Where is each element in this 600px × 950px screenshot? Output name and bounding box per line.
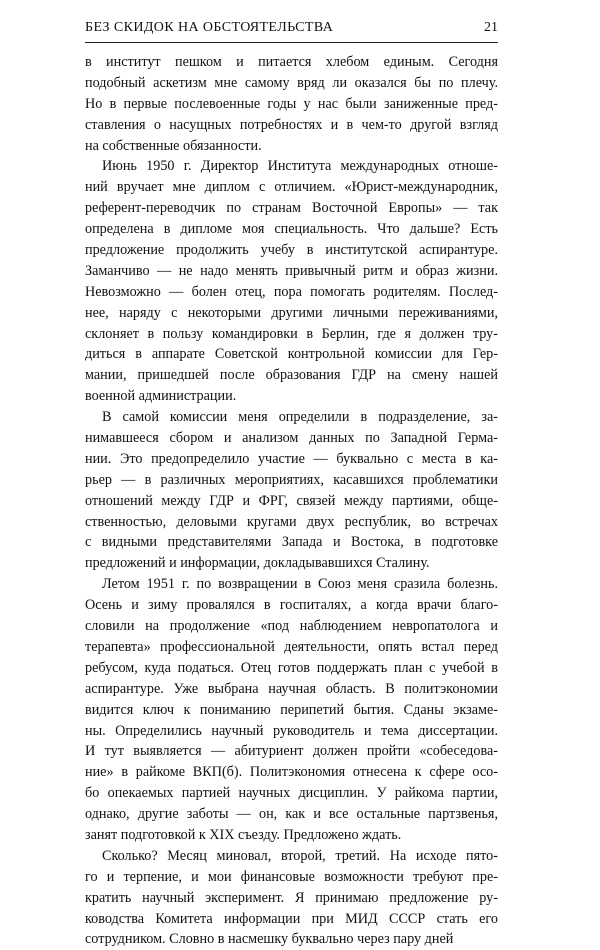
text-line: нии. Это предопределило участие — буквально с места в ка- [85,450,498,467]
text-line: Июнь 1950 г. Директор Института международных отноше- [102,158,498,175]
text-line: го и терпение, и мои финансовые возможности требуют пре- [85,868,498,885]
text-line: видится ключ к пониманию перипетий бытия. Сданы экзаме- [85,701,498,718]
text-line: мании, пришедшей после образования ГДР на смену нашей [85,367,498,384]
body-text [85,52,498,950]
paragraph [85,574,498,846]
text-line: Летом 1951 г. по возвращении в Союз меня сразила болезнь. [102,576,498,593]
paragraph [85,407,498,574]
text-line: кратить научный эксперимент. Я принимаю предложение ру- [85,889,498,906]
text-line: однако, другие заботы — он, как и все остальные партзвенья, [85,806,498,823]
text-line: Заманчиво — не надо менять привычный ритм и образ жизни. [85,262,498,279]
text-line: И тут выявляется — абитуриент должен пройти «собеседова- [85,743,498,760]
text-line: Но в первые послевоенные годы у нас были заниженные пред- [85,95,498,112]
paragraph [85,52,498,156]
running-header [85,20,498,43]
text-line: Невозможно — болен отец, пора помогать родителям. Послед- [85,283,498,300]
text-line: с видными представителями Запада и Востока, в подготовке [85,534,498,551]
paragraph [85,846,498,950]
text-line: на собственные обязанности. [85,137,262,154]
text-line: бо опекаемых партией научных дисциплин. У райкома партии, [85,785,498,802]
text-line: рьер — в различных мероприятиях, касавшихся проблематики [85,471,498,488]
text-line: склоняет в пользу командировки в Берлин, где я должен тру- [85,325,498,342]
text-line: предложение продолжить учебу в институтской аспирантуре. [85,242,498,259]
text-line: нее, наряду с некоторыми другими личными переживаниями, [85,304,498,321]
text-line: В самой комиссии меня определили в подразделение, за- [102,409,498,426]
text-line: ководства Комитета информации при МИД СССР стать его [85,910,498,927]
page-number: 21 [484,20,498,35]
text-line: определена в дипломе моя специальность. Что дальше? Есть [85,221,498,238]
text-line: предложений и информации, докладывавшихся Сталину. [85,555,430,572]
text-line: Осень и зиму провалялся в госпиталях, а когда врачи благо- [85,597,498,614]
text-line: терапевта» профессиональной деятельности, опять встал перед [85,638,498,655]
text-line: ставления о насущных потребностях и в чем-то другой взгляд [85,116,498,133]
text-line: ние» в райкоме ВКП(б). Политэкономия отнесена к сфере осо- [85,764,498,781]
text-line: ребусом, куда податься. Отец готов поддержать план с учебой в [85,659,498,676]
text-line: диться в аппарате Советской контрольной комиссии для Гер- [85,346,498,363]
running-title: БЕЗ СКИДОК НА ОБСТОЯТЕЛЬСТВА [85,20,334,35]
text-line: ственностью, деловыми кругами двух республик, во встречах [85,513,498,530]
text-line: подобный аскетизм мне самому вряд ли оказался бы по плечу. [85,74,498,91]
text-line: занят подготовкой к XIX съезду. Предложено ждать. [85,826,402,843]
text-line: военной администрации. [85,388,237,405]
text-line: аспирантуре. Уже выбрана научная область. В политэкономии [85,680,498,697]
text-line: сотрудником. Словно в насмешку буквально через пару дней [85,931,454,948]
text-line: отношений между ГДР и ФРГ, связей между партиями, обще- [85,492,498,509]
text-line: словили на продолжение «под наблюдением невропатолога и [85,618,498,635]
paragraph [85,156,498,407]
text-line: референт-переводчик по странам Восточной Европы» — так [85,200,498,217]
text-line: Сколько? Месяц миновал, второй, третий. На исходе пято- [102,847,498,864]
text-line: ны. Определились научный руководитель и тема диссертации. [85,722,498,739]
text-line: в институт пешком и питается хлебом единым. Сегодня [85,54,498,70]
text-line: ний вручает мне диплом с отличием. «Юрист-международник, [85,179,498,196]
text-line: нимавшееся сбором и анализом данных по Западной Герма- [85,430,498,447]
